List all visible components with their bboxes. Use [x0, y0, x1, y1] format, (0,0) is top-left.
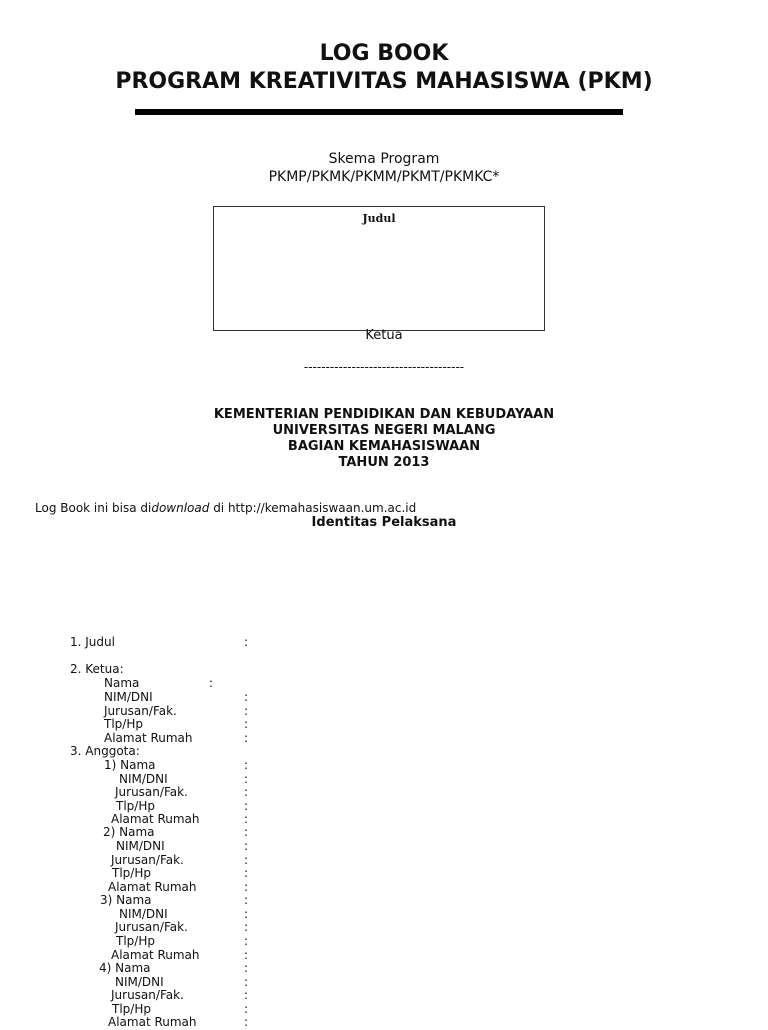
form-colon: :: [244, 635, 249, 649]
form-row-a2-alamat: Alamat Rumah: [108, 880, 197, 894]
form-colon: :: [244, 825, 249, 839]
form-colon: :: [244, 988, 249, 1002]
form-colon: :: [244, 785, 249, 799]
skema-options: PKMP/PKMK/PKMM/PKMT/PKMKC*: [268, 169, 500, 185]
form-colon: :: [244, 772, 249, 786]
form-row-a3-jurusan: Jurusan/Fak.: [115, 920, 188, 934]
form-colon: :: [209, 676, 214, 690]
skema-label: Skema Program: [328, 151, 440, 167]
institution-line-1: KEMENTERIAN PENDIDIKAN DAN KEBUDAYAAN: [213, 407, 555, 422]
form-row-a2-nama: 2) Nama: [103, 825, 155, 839]
download-note-suffix: di http://kemahasiswaan.um.ac.id: [209, 501, 417, 515]
form-row-a4-nim: NIM/DNI: [115, 975, 164, 989]
form-colon: :: [244, 690, 249, 704]
form-colon: :: [244, 866, 249, 880]
judul-label: Judul: [362, 212, 396, 225]
form-row-ketua-jurusan: Jurusan/Fak.: [104, 704, 177, 718]
download-note-prefix: Log Book ini bisa di: [35, 501, 152, 515]
form-colon: :: [244, 948, 249, 962]
title-line-2: PROGRAM KREATIVITAS MAHASISWA (PKM): [115, 69, 653, 94]
ketua-name-placeholder: -------------------------------------: [303, 360, 465, 374]
form-colon: :: [244, 1002, 249, 1016]
form-row-ketua: 2. Ketua:: [70, 662, 124, 676]
form-colon: :: [244, 731, 249, 745]
form-colon: :: [244, 920, 249, 934]
form-row-anggota: 3. Anggota:: [70, 744, 140, 758]
form-row-a1-alamat: Alamat Rumah: [111, 812, 200, 826]
form-colon: :: [244, 704, 249, 718]
form-row-a3-alamat: Alamat Rumah: [111, 948, 200, 962]
form-row-a3-nim: NIM/DNI: [119, 907, 168, 921]
form-colon: :: [244, 1015, 249, 1029]
form-row-a3-nama: 3) Nama: [100, 893, 152, 907]
form-row-ketua-nim: NIM/DNI: [104, 690, 153, 704]
form-row-a2-jurusan: Jurusan/Fak.: [111, 853, 184, 867]
form-colon: :: [244, 839, 249, 853]
form-row-ketua-tlp: Tlp/Hp: [104, 717, 143, 731]
form-row-ketua-nama: Nama: [104, 676, 140, 690]
form-row-a2-tlp: Tlp/Hp: [112, 866, 151, 880]
form-colon: :: [244, 812, 249, 826]
form-colon: :: [244, 717, 249, 731]
form-colon: :: [244, 934, 249, 948]
form-row-a4-tlp: Tlp/Hp: [112, 1002, 151, 1016]
institution-line-4: TAHUN 2013: [338, 455, 430, 470]
form-colon: :: [244, 907, 249, 921]
form-colon: :: [244, 975, 249, 989]
form-row-judul: 1. Judul: [70, 635, 115, 649]
ketua-label: Ketua: [365, 328, 403, 343]
form-row-a1-nama: 1) Nama: [104, 758, 156, 772]
form-row-a3-tlp: Tlp/Hp: [116, 934, 155, 948]
form-row-a4-jurusan: Jurusan/Fak.: [111, 988, 184, 1002]
form-colon: :: [244, 853, 249, 867]
download-note-italic: download: [151, 501, 210, 515]
form-row-a4-nama: 4) Nama: [99, 961, 151, 975]
institution-line-2: UNIVERSITAS NEGERI MALANG: [272, 423, 496, 438]
form-row-ketua-alamat: Alamat Rumah: [104, 731, 193, 745]
form-colon: :: [244, 758, 249, 772]
institution-line-3: BAGIAN KEMAHASISWAAN: [287, 439, 481, 454]
form-row-a1-tlp: Tlp/Hp: [116, 799, 155, 813]
form-colon: :: [244, 880, 249, 894]
form-row-a2-nim: NIM/DNI: [116, 839, 165, 853]
form-colon: :: [244, 799, 249, 813]
form-row-a1-nim: NIM/DNI: [119, 772, 168, 786]
form-colon: :: [244, 893, 249, 907]
title-line-1: LOG BOOK: [319, 41, 449, 66]
identitas-heading: Identitas Pelaksana: [311, 515, 457, 530]
form-colon: :: [244, 961, 249, 975]
form-row-a4-alamat: Alamat Rumah: [108, 1015, 197, 1029]
form-row-a1-jurusan: Jurusan/Fak.: [115, 785, 188, 799]
